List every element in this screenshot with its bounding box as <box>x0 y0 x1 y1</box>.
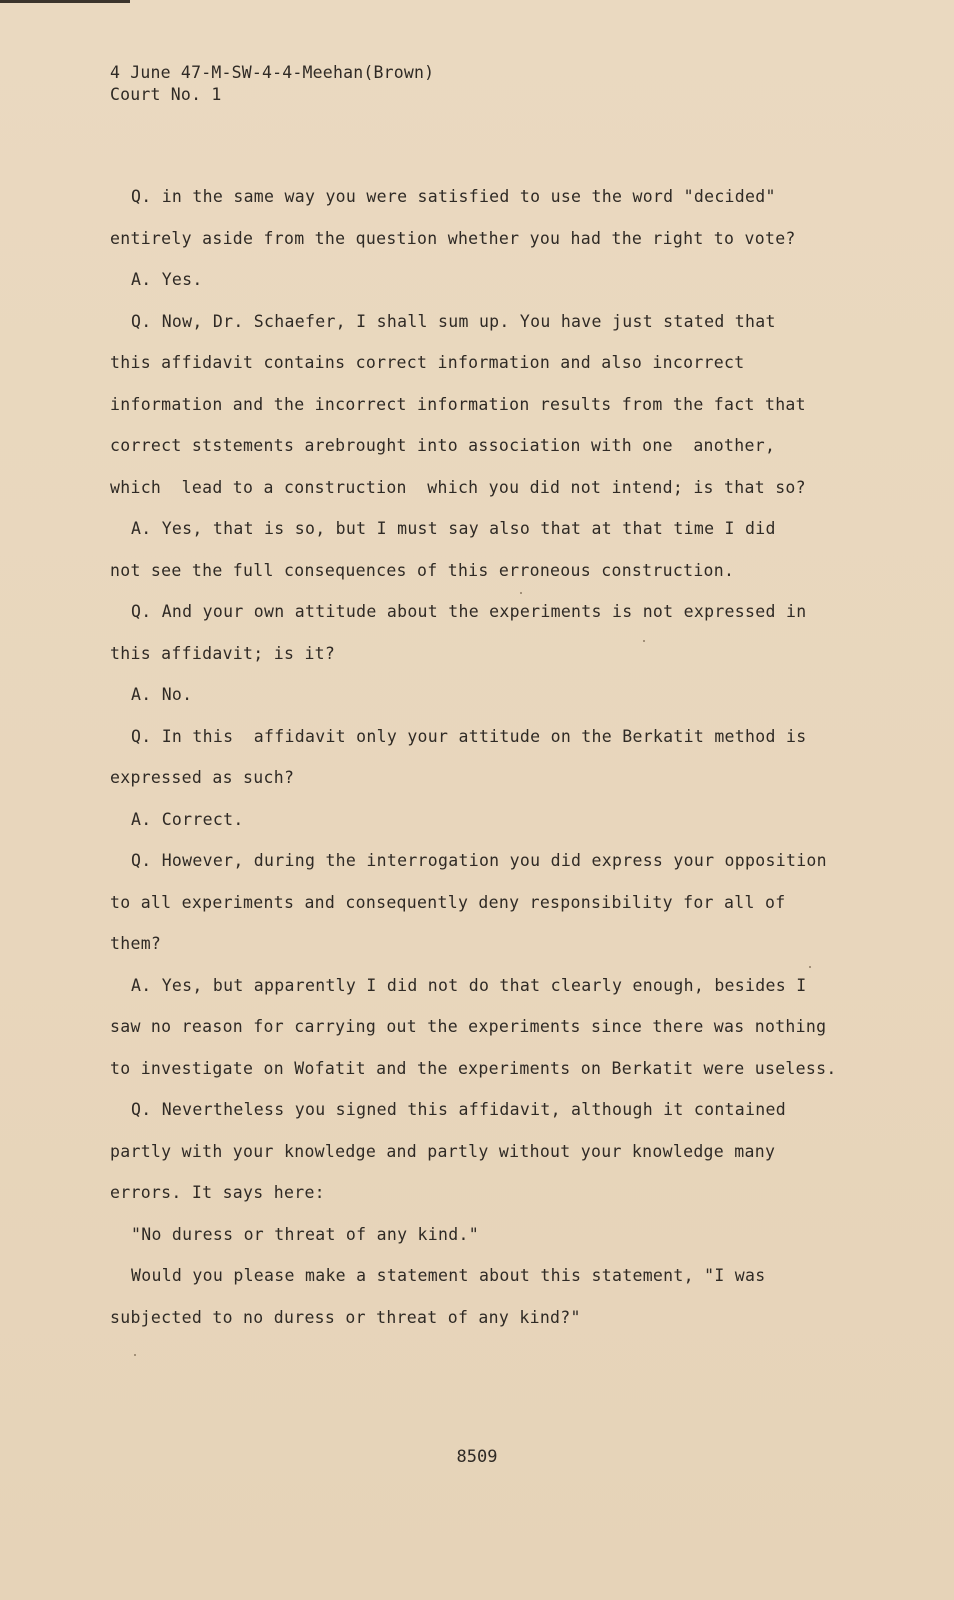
header-date-reference: 4 June 47-M-SW-4-4-Meehan(Brown) <box>110 63 435 82</box>
transcript-line: Q. And your own attitude about the experiments is not expressed in <box>131 602 807 621</box>
document-header <box>110 62 434 106</box>
transcript-line: not see the full consequences of this erroneous construction. <box>110 561 735 580</box>
transcript-line: information and the incorrect information results from the fact that <box>110 395 806 414</box>
transcript-line: Q. in the same way you were satisfied to use the word "decided" <box>131 187 776 206</box>
transcript-line: to investigate on Wofatit and the experiments on Berkatit were useless. <box>110 1059 837 1078</box>
header-court-number: Court No. 1 <box>110 85 222 104</box>
transcript-line: saw no reason for carrying out the experiments since there was nothing <box>110 1017 827 1036</box>
transcript-line: to all experiments and consequently deny responsibility for all of <box>110 893 786 912</box>
transcript-line: A. No. <box>131 685 193 704</box>
transcript-line: this affidavit; is it? <box>110 644 336 663</box>
transcript-line: A. Yes, that is so, but I must say also that at that time I did <box>131 519 776 538</box>
paper-speck <box>643 640 645 642</box>
page-number: 8509 <box>456 1447 498 1467</box>
transcript-line: subjected to no duress or threat of any kind?" <box>110 1308 581 1327</box>
transcript-line: Would you please make a statement about this statement, "I was <box>131 1266 766 1285</box>
top-edge-mark <box>0 0 130 3</box>
transcript-line: A. Correct. <box>131 810 244 829</box>
transcript-line: partly with your knowledge and partly without your knowledge many <box>110 1142 776 1161</box>
transcript-line: entirely aside from the question whether you had the right to vote? <box>110 229 796 248</box>
transcript-line: errors. It says here: <box>110 1183 325 1202</box>
transcript-line: Q. Nevertheless you signed this affidavit, although it contained <box>131 1100 786 1119</box>
transcript-line: "No duress or threat of any kind." <box>131 1225 479 1244</box>
paper-speck <box>520 592 522 594</box>
transcript-line: which lead to a construction which you did not intend; is that so? <box>110 478 806 497</box>
paper-speck <box>809 966 811 968</box>
transcript-line: Q. In this affidavit only your attitude on the Berkatit method is <box>131 727 807 746</box>
transcript-line: this affidavit contains correct information and also incorrect <box>110 353 745 372</box>
transcript-line: them? <box>110 934 162 953</box>
transcript-line: A. Yes. <box>131 270 203 289</box>
transcript-line: Q. However, during the interrogation you did express your opposition <box>131 851 827 870</box>
transcript-line: expressed as such? <box>110 768 295 787</box>
paper-speck <box>134 1354 136 1356</box>
transcript-line: correct ststements arebrought into association with one another, <box>110 436 776 455</box>
transcript-line: Q. Now, Dr. Schaefer, I shall sum up. You have just stated that <box>131 312 776 331</box>
transcript-line: A. Yes, but apparently I did not do that clearly enough, besides I <box>131 976 807 995</box>
